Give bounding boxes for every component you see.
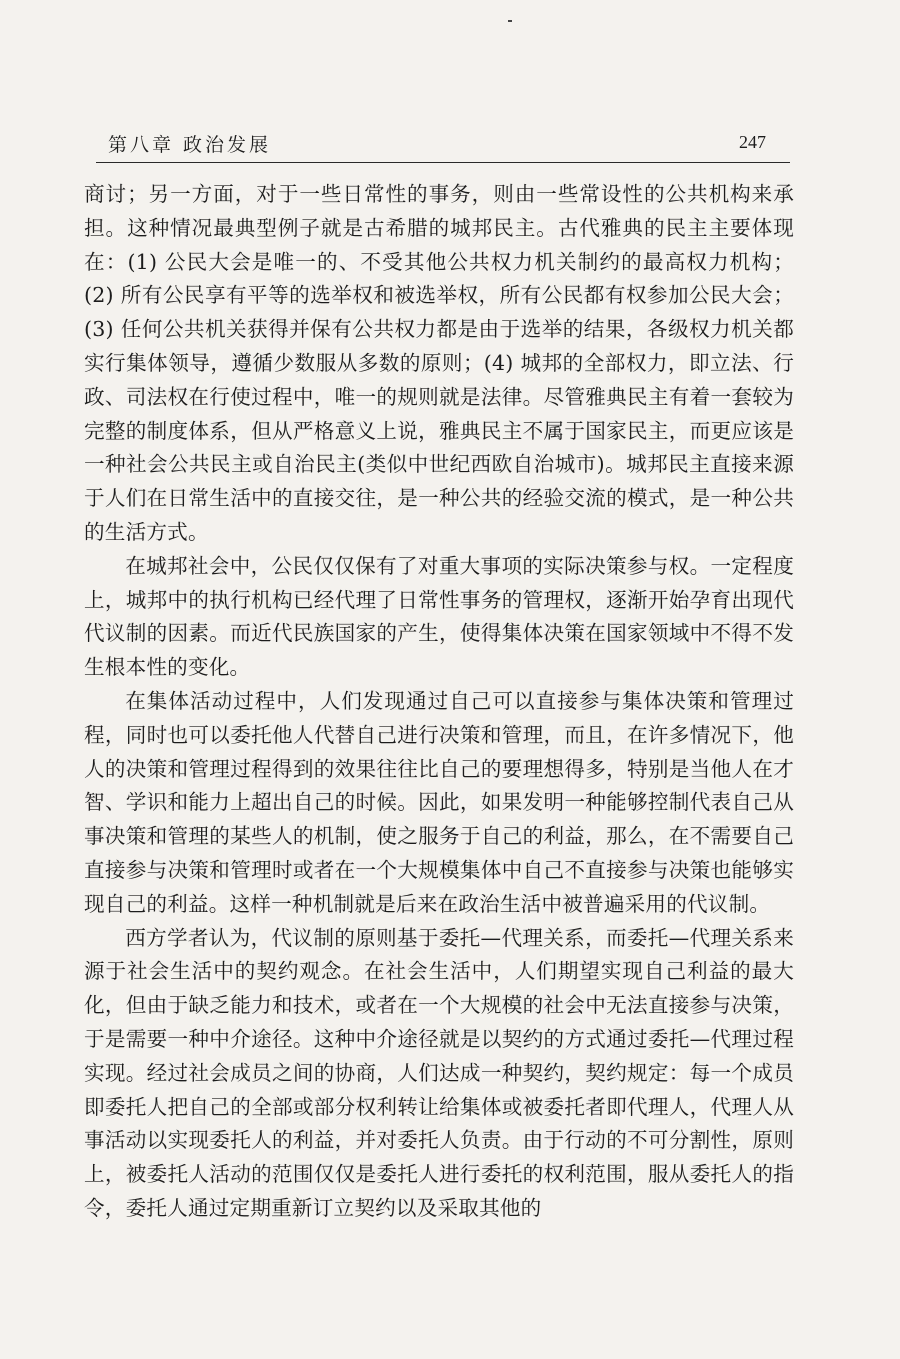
paragraph-4: 西方学者认为，代议制的原则基于委托—代理关系，而委托—代理关系来源于社会生活中的契约观念。在社会生活中，人们期望实现自己利益的最大化，但由于缺乏能力和技术，或者在一个大规模的社会中无法直接参与决策，于是需要一种中介途径。这种中介途径就是以契约的方式通过委托—代理过程实现。经过社会成员之间的协商，人们达成一种契约，契约规定：每一个成员即委托人把自己的全部或部分权利转让给集体或被委托者即代理人，代理人从事活动以实现委托人的利益，并对委托人负责。由于行动的不可分割性，原则上，被委托人活动的范围仅仅是委托人进行委托的权利范围，服从委托人的指令，委托人通过定期重新订立契约以及采取其他的 (84, 925, 794, 1220)
paragraph-3: 在集体活动过程中，人们发现通过自己可以直接参与集体决策和管理过程，同时也可以委托他人代替自己进行决策和管理，而且，在许多情况下，他人的决策和管理过程得到的效果往往比自己的要理想得多，特别是当他人在才智、学识和能力上超出自己的时候。因此，如果发明一种能够控制代表自己从事决策和管理的某些人的机制，使之服务于自己的利益，那么，在不需要自己直接参与决策和管理时或者在一个大规模集体中自己不直接参与决策也能够实现自己的利益。这样一种机制就是后来在政治生活中被普遍采用的代议制。 (84, 688, 794, 916)
paragraph-1: 商讨；另一方面，对于一些日常性的事务，则由一些常设性的公共机构来承担。这种情况最典型例子就是古希腊的城邦民主。古代雅典的民主主要体现在：(1) 公民大会是唯一的、不受其他公共权力机关制约的最高权力机构；(2) 所有公民享有平等的选举权和被选举权，所有公民都有权参加公民大会；(3) 任何公共机关获得并保有公共权力都是由于选举的结果，各级权力机关都实行集体领导，遵循少数服从多数的原则；(4) 城邦的全部权力，即立法、行政、司法权在行使过程中，唯一的规则就是法律。尽管雅典民主有着一套较为完整的制度体系，但从严格意义上说，雅典民主不属于国家民主，而更应该是一种社会公共民主或自治民主(类似中世纪西欧自治城市)。城邦民主直接来源于人们在日常生活中的直接交往，是一种公共的经验交流的模式，是一种公共的生活方式。 (84, 182, 794, 544)
body-text (84, 178, 794, 1226)
chapter-title: 第八章 政治发展 (108, 134, 272, 156)
paragraph-2: 在城邦社会中，公民仅仅保有了对重大事项的实际决策参与权。一定程度上，城邦中的执行机构已经代理了日常性事务的管理权，逐渐开始孕育出现代代议制的因素。而近代民族国家的产生，使得集体决策在国家领域中不得不发生根本性的变化。 (84, 553, 794, 680)
header-rule (96, 162, 790, 163)
running-header (96, 126, 790, 160)
scan-speck (508, 20, 512, 22)
page-number: 247 (739, 132, 766, 152)
